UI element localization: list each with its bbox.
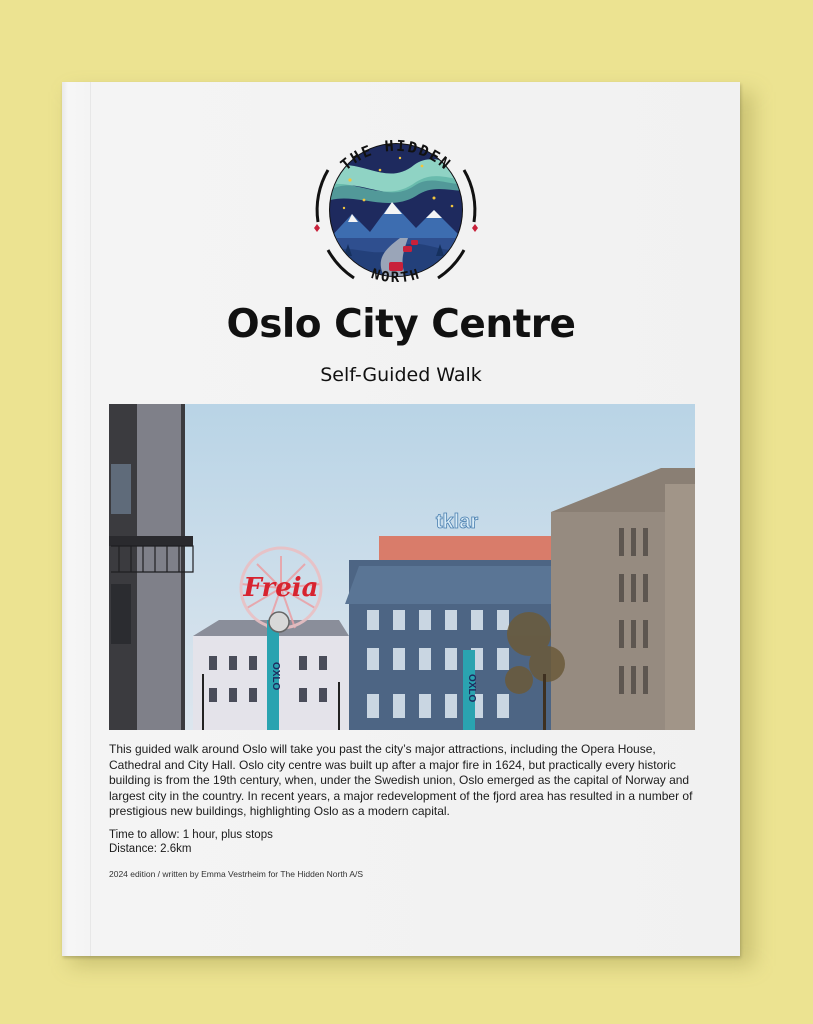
hidden-north-logo-graphic [304,110,488,294]
distance: Distance: 2.6km [109,843,192,855]
walk-facts [109,828,273,856]
oxlo-pillar-left: OXLO [270,662,281,691]
booklet-spine [90,82,91,956]
booklet-cover [62,82,740,956]
edition-credit: 2024 edition / written by Emma Vestrheim for The Hidden North A/S [109,869,364,879]
rooftop-sign: tklar [435,511,479,533]
oslo-street-photo [109,404,695,730]
intro-paragraph: This guided walk around Oslo will take you past the city’s major attractions, including the Opera House, Cathedral and City Hall. Oslo city centre was built up after a major fire in 1624, but practically every historic building is from the 19th century, when, under the Swedish union, Oslo emerged as the capital of Norway and largest city in the country. In recent years, a major redevelopment of the fjord area has resulted in a number of prestigious new buildings, highlighting Oslo as a modern capital. [109,742,693,818]
time-to-allow: Time to allow: 1 hour, plus stops [109,829,273,841]
hidden-north-logo [304,110,488,294]
oxlo-pillar-right: OXLO [466,674,477,703]
logo-bottom-text: NORTH [369,266,423,287]
page-title: Oslo City Centre [226,302,576,347]
photo-scene [109,404,695,730]
freia-sign: Freia [243,573,319,603]
page-subtitle: Self-Guided Walk [320,364,482,386]
logo-top-text: THE HIDDEN [336,136,456,174]
